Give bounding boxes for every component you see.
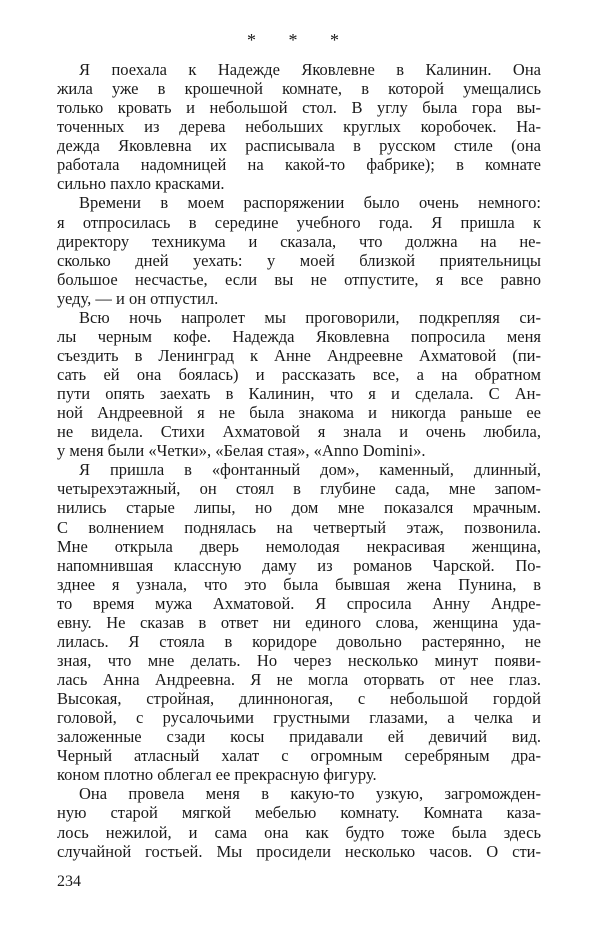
- text-line: у меня были «Четки», «Белая стая», «Anno Domini».: [57, 441, 426, 461]
- text-line: работала надомницей на какой-то фабрике); в комнате: [57, 155, 541, 175]
- text-line: заложенные сзади косы придавали ей девичий вид.: [57, 727, 541, 747]
- text-line: сколько дней уехать: у моей близкой приятельницы: [57, 250, 541, 270]
- paragraph: [57, 784, 541, 860]
- text-line: евну. Не сказав в ответ ни единого слова, женщина уда-: [57, 612, 541, 632]
- text-line: жила уже в крошечной комнате, в которой умещались: [57, 79, 541, 99]
- text-line: случайной гостьей. Мы просидели несколько часов. О сти-: [57, 841, 541, 861]
- text-line: директору техникума и сказала, что должна на не-: [57, 231, 541, 251]
- text-line: лилась. Я стояла в коридоре довольно растерянно, не: [57, 631, 541, 651]
- text-line: ной Андреевной я не была знакома и никогда раньше ее: [57, 403, 541, 423]
- text-line: сильно пахло красками.: [57, 174, 225, 194]
- text-line: Мне открыла дверь немолодая некрасивая женщина,: [57, 536, 541, 556]
- text-line: большое несчастье, если вы не отпустите, я все равно: [57, 269, 541, 289]
- text-line: напомнившая классную даму из романов Чарской. По-: [57, 555, 541, 575]
- text-line: Высокая, стройная, длинноногая, с небольшой гордой: [57, 689, 541, 709]
- page-number: 234: [57, 873, 81, 890]
- text-line: ную старой мягкой мебелью комнату. Комната каза-: [57, 803, 541, 823]
- text-line: Всю ночь напролет мы проговорили, подкрепляя си-: [79, 307, 541, 327]
- text-line: съездить в Ленинград к Анне Андреевне Ахматовой (пи-: [57, 345, 541, 365]
- paragraph: [57, 308, 541, 461]
- text-line: Времени в моем распоряжении было очень немного:: [79, 193, 541, 213]
- text-line: не видела. Стихи Ахматовой я знала и очень любила,: [57, 422, 541, 442]
- text-line: нились старые липы, но дом мне показался мрачным.: [57, 498, 541, 518]
- text-line: Черный атласный халат с огромным серебряным дра-: [57, 746, 541, 766]
- text-line: пути опять заехать в Калинин, что я и сделала. С Ан-: [57, 384, 541, 404]
- paragraph: [57, 460, 541, 784]
- text-line: лась Анна Андреевна. Я не могла оторвать от нее глаз.: [57, 670, 541, 689]
- text-line: Она провела меня в какую-то узкую, загроможден-: [79, 784, 541, 804]
- text-line: точенных из дерева небольших круглых коробочек. На-: [57, 117, 541, 137]
- text-line: лы черным кофе. Надежда Яковлевна попросила меня: [57, 326, 541, 346]
- section-break-mark: * * *: [247, 30, 353, 50]
- text-line: то время мужа Ахматовой. Я спросила Анну Андре-: [57, 593, 541, 613]
- text-line: четырехэтажный, он стоял в глубине сада, мне запом-: [57, 479, 541, 499]
- text-line: коном плотно облегал ее прекрасную фигуру.: [57, 765, 377, 785]
- text-line: только кровать и небольшой стол. В углу была гора вы-: [57, 98, 541, 118]
- text-line: Я поехала к Надежде Яковлевне в Калинин. Она: [79, 60, 541, 79]
- text-line: С волнением поднялась на четвертый этаж, позвонила.: [57, 517, 541, 537]
- paragraph: [57, 193, 541, 307]
- text-line: уеду, — и он отпустил.: [57, 288, 219, 308]
- text-line: зднее я узнала, что это была бывшая жена Пунина, в: [57, 574, 541, 594]
- text-line: сать ей она боялась) и рассказать все, а на обратном: [57, 365, 541, 384]
- text-line: Я пришла в «фонтанный дом», каменный, длинный,: [79, 460, 541, 480]
- paragraph: [57, 60, 541, 193]
- body-text: [57, 60, 541, 861]
- text-line: лось нежилой, и сама она как будто тоже была здесь: [57, 822, 541, 842]
- text-line: я отпросилась в середине учебного года. Я пришла к: [57, 212, 541, 232]
- text-line: зная, что мне делать. Но через несколько минут появи-: [57, 650, 541, 670]
- text-line: дежда Яковлевна их расписывала в русском стиле (она: [57, 136, 541, 156]
- text-line: головой, с русалочьими грустными глазами, а челка и: [57, 708, 541, 728]
